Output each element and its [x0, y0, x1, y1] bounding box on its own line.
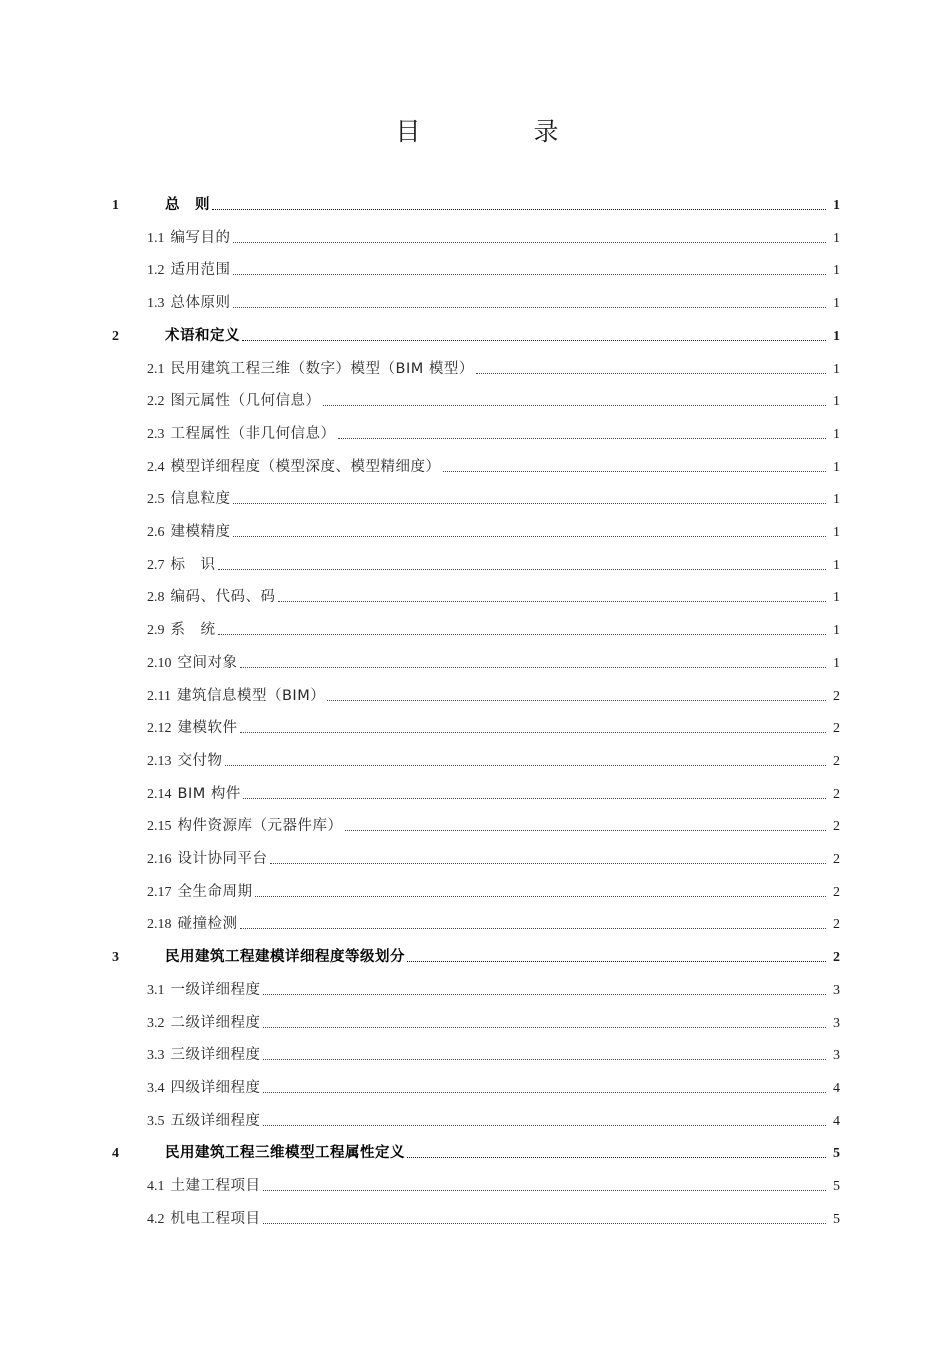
- dot-leader: [263, 1222, 827, 1224]
- dot-leader: [212, 208, 826, 210]
- toc-entry-line: [147, 847, 840, 868]
- toc-section-title: 碰撞检测: [177, 916, 238, 933]
- toc-section-row: [0, 909, 950, 939]
- toc-section-row: [0, 811, 950, 841]
- toc-entry-line: [147, 1207, 840, 1228]
- toc-entry-line: [147, 357, 840, 378]
- toc-chapter-row: [0, 321, 950, 351]
- toc-section-title: 民用建筑工程三维（数字）模型（BIM 模型）: [170, 360, 474, 377]
- toc-page-number: 2: [833, 917, 840, 933]
- toc-entry-line: [147, 520, 840, 541]
- toc-entry-line: [147, 618, 840, 639]
- toc-section-row: [0, 419, 950, 449]
- toc-entry-line: [147, 291, 840, 312]
- toc-section-number: 3.1: [147, 982, 165, 998]
- toc-page-number: 4: [833, 1080, 840, 1096]
- toc-section-number: 2.8: [147, 590, 165, 606]
- toc-entry-line: [165, 945, 840, 966]
- toc-section-number: 2.4: [147, 459, 165, 475]
- toc-section-row: [0, 615, 950, 645]
- toc-section-row: [0, 648, 950, 678]
- toc-chapter-title: 民用建筑工程建模详细程度等级划分: [165, 949, 405, 966]
- toc-entry-line: [147, 1011, 840, 1032]
- toc-page-number: 1: [833, 198, 840, 213]
- dot-leader: [263, 1124, 827, 1126]
- toc-page-number: 1: [833, 492, 840, 508]
- dot-leader: [338, 437, 827, 439]
- toc-page-number: 1: [833, 394, 840, 410]
- toc-section-title: 一级详细程度: [170, 981, 261, 998]
- dot-leader: [240, 731, 827, 733]
- toc-page-number: 1: [833, 361, 840, 377]
- toc-page-number: 1: [833, 263, 840, 279]
- dot-leader: [278, 600, 827, 602]
- toc-section-row: [0, 288, 950, 318]
- dot-leader: [407, 1156, 826, 1158]
- toc-chapter-row: [0, 942, 950, 972]
- toc-page-number: 2: [833, 950, 840, 966]
- dot-leader: [263, 1189, 827, 1191]
- dot-leader: [233, 502, 827, 504]
- toc-chapter-number: 2: [112, 328, 119, 344]
- toc-entry-line: [147, 1174, 840, 1195]
- toc-section-title: 二级详细程度: [170, 1014, 261, 1031]
- dot-leader: [242, 339, 826, 341]
- dot-leader: [263, 1091, 827, 1093]
- toc-section-number: 3.5: [147, 1113, 165, 1129]
- toc-section-row: [0, 877, 950, 907]
- toc-section-number: 2.10: [147, 655, 172, 671]
- toc-section-title: 适用范围: [170, 262, 231, 279]
- toc-chapter-number: 3: [112, 950, 119, 966]
- toc-section-title: 空间对象: [177, 654, 238, 671]
- toc-section-row: [0, 386, 950, 416]
- toc-page-number: 2: [833, 688, 840, 704]
- toc-section-title: 建模精度: [170, 524, 231, 540]
- toc-section-row: [0, 484, 950, 514]
- toc-page-number: 1: [833, 328, 840, 344]
- dot-leader: [233, 241, 827, 243]
- toc-chapter-number: 1: [112, 198, 119, 213]
- toc-page-number: 1: [833, 459, 840, 475]
- toc-entry-line: [165, 193, 840, 214]
- toc-section-row: [0, 1106, 950, 1136]
- toc-page-number: 4: [833, 1113, 840, 1129]
- toc-section-row: [0, 517, 950, 547]
- toc-chapter-number: 4: [112, 1146, 119, 1162]
- toc-section-title: 构件资源库（元器件库）: [177, 818, 343, 835]
- dot-leader: [233, 306, 827, 308]
- toc-entry-line: [147, 978, 840, 999]
- toc-page-number: 2: [833, 721, 840, 737]
- dot-leader: [476, 372, 826, 374]
- toc-entry-line: [147, 1109, 840, 1130]
- toc-section-title: 系 统: [170, 622, 216, 639]
- toc-section-title: 五级详细程度: [170, 1112, 261, 1129]
- toc-section-number: 3.2: [147, 1015, 165, 1031]
- toc-page-number: 1: [833, 296, 840, 312]
- toc-page-number: 2: [833, 884, 840, 900]
- toc-section-row: [0, 582, 950, 612]
- toc-section-title: 工程属性（非几何信息）: [170, 425, 336, 442]
- dot-leader: [218, 568, 827, 570]
- toc-section-row: [0, 354, 950, 384]
- toc-section-number: 2.9: [147, 623, 165, 639]
- dot-leader: [255, 895, 827, 897]
- toc-section-number: 3.3: [147, 1048, 165, 1064]
- toc-section-row: [0, 779, 950, 809]
- toc-page-number: 1: [833, 525, 840, 540]
- toc-section-title: 总体原则: [170, 295, 231, 312]
- toc-section-row: [0, 975, 950, 1005]
- toc-section-number: 2.15: [147, 819, 172, 835]
- toc-section-title: 设计协同平台: [177, 851, 268, 867]
- toc-entry-line: [147, 912, 840, 933]
- dot-leader: [263, 993, 827, 995]
- toc-entry-line: [147, 651, 840, 672]
- dot-leader: [327, 699, 826, 701]
- toc-page-number: 3: [833, 1048, 840, 1064]
- toc-section-row: [0, 844, 950, 874]
- toc-section-row: [0, 550, 950, 580]
- toc-section-number: 1.3: [147, 296, 165, 312]
- toc-section-number: 1.2: [147, 263, 165, 279]
- dot-leader: [407, 960, 826, 962]
- toc-section-row: [0, 681, 950, 711]
- toc-entry-line: [147, 553, 840, 574]
- dot-leader: [218, 633, 827, 635]
- toc-section-row: [0, 255, 950, 285]
- toc-page-number: 2: [833, 786, 840, 802]
- toc-page-number: 2: [833, 819, 840, 835]
- toc-entry-line: [165, 324, 840, 345]
- toc-section-row: [0, 1204, 950, 1234]
- dot-leader: [233, 535, 827, 537]
- toc-section-number: 2.14: [147, 786, 172, 802]
- toc-entry-line: [147, 422, 840, 443]
- toc-section-number: 2.2: [147, 394, 165, 410]
- toc-section-title: 交付物: [177, 752, 223, 769]
- toc-section-number: 4.1: [147, 1179, 165, 1194]
- toc-section-title: 机电工程项目: [170, 1210, 261, 1227]
- toc-chapter-title: 总 则: [165, 197, 210, 213]
- toc-section-title: 三级详细程度: [170, 1047, 261, 1064]
- toc-section-row: [0, 713, 950, 743]
- toc-section-number: 2.3: [147, 426, 165, 442]
- toc-entry-line: [147, 684, 840, 705]
- toc-entry-line: [147, 782, 840, 803]
- toc-page-number: 2: [833, 753, 840, 769]
- toc-page-number: 1: [833, 590, 840, 606]
- toc-section-number: 2.12: [147, 721, 172, 737]
- toc-page-number: 1: [833, 426, 840, 442]
- toc-entry-line: [147, 585, 840, 606]
- toc-section-title: 图元属性（几何信息）: [170, 393, 321, 410]
- toc-section-row: [0, 452, 950, 482]
- toc-section-title: 建模软件: [177, 720, 238, 737]
- dot-leader: [263, 1026, 827, 1028]
- toc-page-number: 2: [833, 852, 840, 867]
- toc-section-title: 建筑信息模型（BIM）: [176, 687, 326, 704]
- toc-entry-line: [147, 389, 840, 410]
- toc-section-title: 全生命周期: [177, 883, 253, 900]
- dot-leader: [345, 829, 827, 831]
- toc-section-number: 2.6: [147, 525, 165, 540]
- toc-section-number: 2.7: [147, 557, 165, 573]
- toc-entry-line: [147, 258, 840, 279]
- toc-section-number: 3.4: [147, 1080, 165, 1096]
- toc-section-row: [0, 746, 950, 776]
- toc-section-title: 模型详细程度（模型深度、模型精细度）: [170, 458, 441, 475]
- toc-entry-line: [147, 1076, 840, 1097]
- toc-section-number: 2.17: [147, 884, 172, 900]
- toc-entry-line: [147, 487, 840, 508]
- dot-leader: [263, 1058, 827, 1060]
- toc-section-number: 2.5: [147, 492, 165, 508]
- dot-leader: [240, 666, 827, 668]
- toc-entry-line: [147, 455, 840, 476]
- toc-page-number: 3: [833, 1015, 840, 1031]
- toc-page-number: 5: [833, 1211, 840, 1227]
- toc-section-title: 土建工程项目: [170, 1178, 261, 1194]
- toc-entry-line: [147, 1043, 840, 1064]
- toc-section-number: 1.1: [147, 230, 165, 246]
- toc-section-number: 2.13: [147, 753, 172, 769]
- toc-page-number: 5: [833, 1179, 840, 1194]
- toc-section-row: [0, 1008, 950, 1038]
- toc-chapter-row: [0, 1138, 950, 1168]
- toc-title: 目 录: [395, 117, 603, 146]
- toc-section-title: 编写目的: [170, 229, 231, 246]
- dot-leader: [443, 470, 827, 472]
- toc-page-number: 1: [833, 230, 840, 246]
- toc-page-number: 1: [833, 623, 840, 639]
- dot-leader: [225, 764, 827, 766]
- toc-chapter-title: 民用建筑工程三维模型工程属性定义: [165, 1145, 405, 1162]
- toc-section-number: 4.2: [147, 1211, 165, 1227]
- dot-leader: [243, 797, 826, 799]
- toc-section-title: 编码、代码、码: [170, 589, 276, 606]
- toc-page-number: 1: [833, 655, 840, 671]
- toc-chapter-title: 术语和定义: [165, 327, 240, 344]
- toc-chapter-row: [0, 190, 950, 220]
- toc-section-row: [0, 223, 950, 253]
- dot-leader: [233, 273, 827, 275]
- toc-page-number: 3: [833, 982, 840, 998]
- toc-entry-line: [147, 716, 840, 737]
- toc-page-number: 1: [833, 557, 840, 573]
- toc-section-title: 信息粒度: [170, 491, 231, 508]
- toc-section-number: 2.11: [147, 688, 171, 704]
- dot-leader: [270, 862, 827, 864]
- toc-section-row: [0, 1073, 950, 1103]
- toc-section-number: 2.18: [147, 917, 172, 933]
- dot-leader: [323, 404, 827, 406]
- toc-section-title: BIM 构件: [177, 785, 241, 802]
- toc-entry-line: [147, 226, 840, 247]
- toc-entry-line: [165, 1141, 840, 1162]
- toc-entry-line: [147, 880, 840, 901]
- toc-section-number: 2.16: [147, 852, 172, 867]
- toc-entry-line: [147, 814, 840, 835]
- toc-section-row: [0, 1040, 950, 1070]
- toc-section-title: 标 识: [170, 556, 216, 573]
- toc-page-number: 5: [833, 1146, 840, 1162]
- toc-entry-line: [147, 749, 840, 770]
- toc-section-title: 四级详细程度: [170, 1079, 261, 1096]
- toc-section-number: 2.1: [147, 361, 165, 377]
- dot-leader: [240, 927, 827, 929]
- toc-section-row: [0, 1171, 950, 1201]
